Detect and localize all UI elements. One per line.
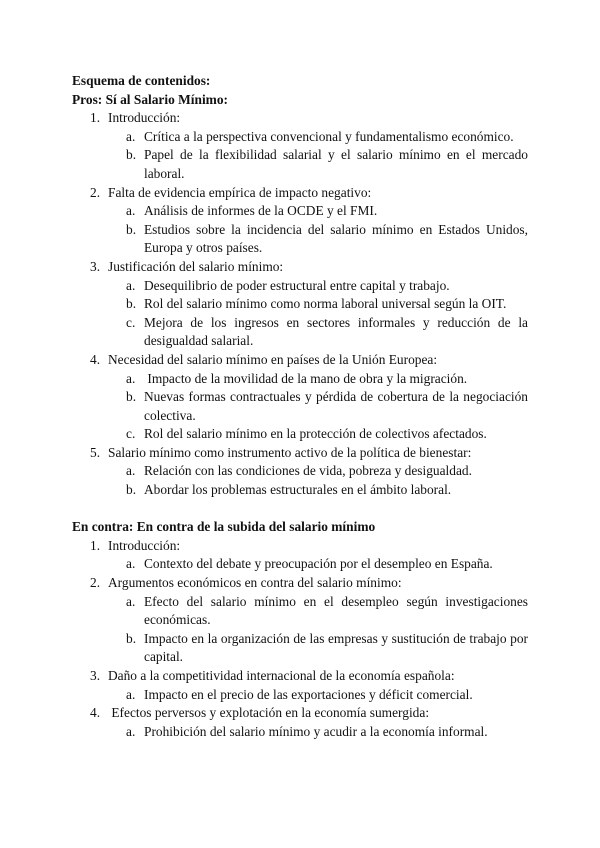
- contra-item-1: [72, 537, 528, 574]
- list-item-text: Argumentos económicos en contra del salario mínimo:: [108, 575, 402, 591]
- list-letter: c.: [126, 426, 136, 442]
- list-item-text: Daño a la competitividad internacional de la economía española:: [108, 668, 455, 683]
- list-number: 3.: [90, 258, 101, 274]
- list-number: 1.: [90, 110, 101, 126]
- sub-list: [126, 202, 532, 258]
- sub-list-item: [126, 146, 532, 183]
- list-letter: b.: [126, 482, 137, 498]
- sub-item-text: Impacto en la organización de las empresas y sustitución de trabajo por capital.: [144, 630, 532, 665]
- sub-list: [126, 555, 528, 574]
- sub-item-text: Análisis de informes de la OCDE y el FMI.: [144, 203, 378, 219]
- list-item-text: Salario mínimo como instrumento activo de la política de bienestar:: [108, 444, 472, 460]
- pros-outline: [72, 109, 532, 499]
- contra-item-2: [72, 574, 532, 667]
- list-item-text: Introducción:: [108, 110, 181, 126]
- sub-list: [126, 128, 532, 184]
- sub-item-text: Abordar los problemas estructurales en el ámbito laboral.: [144, 482, 452, 498]
- pros-item-4: [72, 351, 532, 444]
- sub-item-text: Efecto del salario mínimo en el desempleo según investigaciones económicas.: [144, 593, 532, 628]
- list-letter: a.: [126, 203, 136, 219]
- list-letter: b.: [126, 296, 137, 312]
- sub-list-item: [126, 370, 528, 389]
- list-letter: a.: [126, 463, 136, 479]
- list-number: 4.: [90, 705, 101, 721]
- sub-item-text: Crítica a la perspectiva convencional y fundamentalismo económico.: [144, 128, 514, 144]
- list-item-text: Necesidad del salario mínimo en países de la Unión Europea:: [108, 351, 438, 367]
- list-item-text: Justificación del salario mínimo:: [108, 258, 284, 274]
- list-letter: a.: [126, 556, 136, 572]
- sub-list: [126, 686, 528, 705]
- sub-item-text: Impacto en el precio de las exportaciones y déficit comercial.: [144, 686, 473, 702]
- sub-list: [126, 462, 528, 499]
- document-page: [72, 72, 532, 741]
- list-item-text: Falta de evidencia empírica de impacto negativo:: [108, 184, 372, 200]
- list-item-text: Introducción:: [108, 537, 181, 553]
- list-letter: a.: [126, 277, 136, 293]
- sub-item-text: Contexto del debate y preocupación por el desempleo en España.: [144, 556, 493, 572]
- list-letter: b.: [126, 630, 137, 646]
- list-letter: c.: [126, 314, 136, 330]
- list-letter: a.: [126, 128, 136, 144]
- pros-item-3: [72, 258, 532, 351]
- sub-list-item: [126, 388, 532, 425]
- list-letter: a.: [126, 593, 136, 609]
- section-spacer: [72, 500, 528, 519]
- sub-item-text: Estudios sobre la incidencia del salario mínimo en Estados Unidos, Europa y otros países.: [144, 221, 532, 256]
- sub-item-text: Rol del salario mínimo en la protección de colectivos afectados.: [144, 426, 487, 442]
- sub-list: [126, 370, 532, 444]
- list-item-text: Efectos perversos y explotación en la economía sumergida:: [108, 705, 430, 721]
- pros-heading: Pros: Sí al Salario Mínimo:: [72, 91, 228, 107]
- list-letter: b.: [126, 389, 137, 405]
- sub-list-item: [126, 686, 528, 705]
- list-letter: b.: [126, 147, 137, 163]
- list-letter: a.: [126, 723, 136, 739]
- contra-item-4: [72, 704, 528, 741]
- sub-list-item: [126, 221, 532, 258]
- sub-list-item: [126, 425, 528, 444]
- list-number: 3.: [90, 668, 101, 683]
- contra-outline: [72, 537, 532, 742]
- sub-list-item: [126, 481, 528, 500]
- list-letter: b.: [126, 221, 137, 237]
- sub-list: [126, 593, 532, 667]
- list-number: 4.: [90, 351, 101, 367]
- sub-list-item: [126, 593, 532, 630]
- sub-list-item: [126, 295, 528, 314]
- pros-item-1: [72, 109, 532, 183]
- sub-list-item: [126, 462, 528, 481]
- sub-list: [126, 277, 532, 351]
- sub-list: [126, 723, 528, 742]
- sub-list-item: [126, 555, 528, 574]
- sub-list-item: [126, 314, 532, 351]
- contra-heading: En contra: En contra de la subida del salario mínimo: [72, 519, 376, 535]
- list-letter: a.: [126, 686, 136, 702]
- sub-item-text: Desequilibrio de poder estructural entre capital y trabajo.: [144, 277, 450, 293]
- sub-item-text: Nuevas formas contractuales y pérdida de cobertura de la negociación colectiva.: [144, 389, 532, 423]
- sub-list-item: [126, 202, 528, 221]
- pros-item-5: [72, 444, 528, 500]
- list-number: 2.: [90, 575, 101, 591]
- sub-item-text: Mejora de los ingresos en sectores informales y reducción de la desigualdad salarial.: [144, 314, 532, 349]
- document-title: Esquema de contenidos:: [72, 73, 211, 88]
- sub-list-item: [126, 277, 528, 296]
- contra-item-3: [72, 667, 528, 704]
- list-letter: a.: [126, 370, 136, 386]
- sub-item-text: Papel de la flexibilidad salarial y el salario mínimo en el mercado laboral.: [144, 147, 532, 181]
- pros-item-2: [72, 184, 532, 258]
- sub-list-item: [126, 723, 528, 742]
- sub-item-text: Prohibición del salario mínimo y acudir a la economía informal.: [144, 723, 488, 739]
- list-number: 1.: [90, 537, 101, 553]
- sub-item-text: Impacto de la movilidad de la mano de obra y la migración.: [144, 370, 468, 386]
- sub-item-text: Rol del salario mínimo como norma laboral universal según la OIT.: [144, 296, 507, 312]
- sub-item-text: Relación con las condiciones de vida, pobreza y desigualdad.: [144, 463, 472, 479]
- list-number: 5.: [90, 444, 101, 460]
- sub-list-item: [126, 630, 532, 667]
- sub-list-item: [126, 128, 528, 147]
- list-number: 2.: [90, 184, 101, 200]
